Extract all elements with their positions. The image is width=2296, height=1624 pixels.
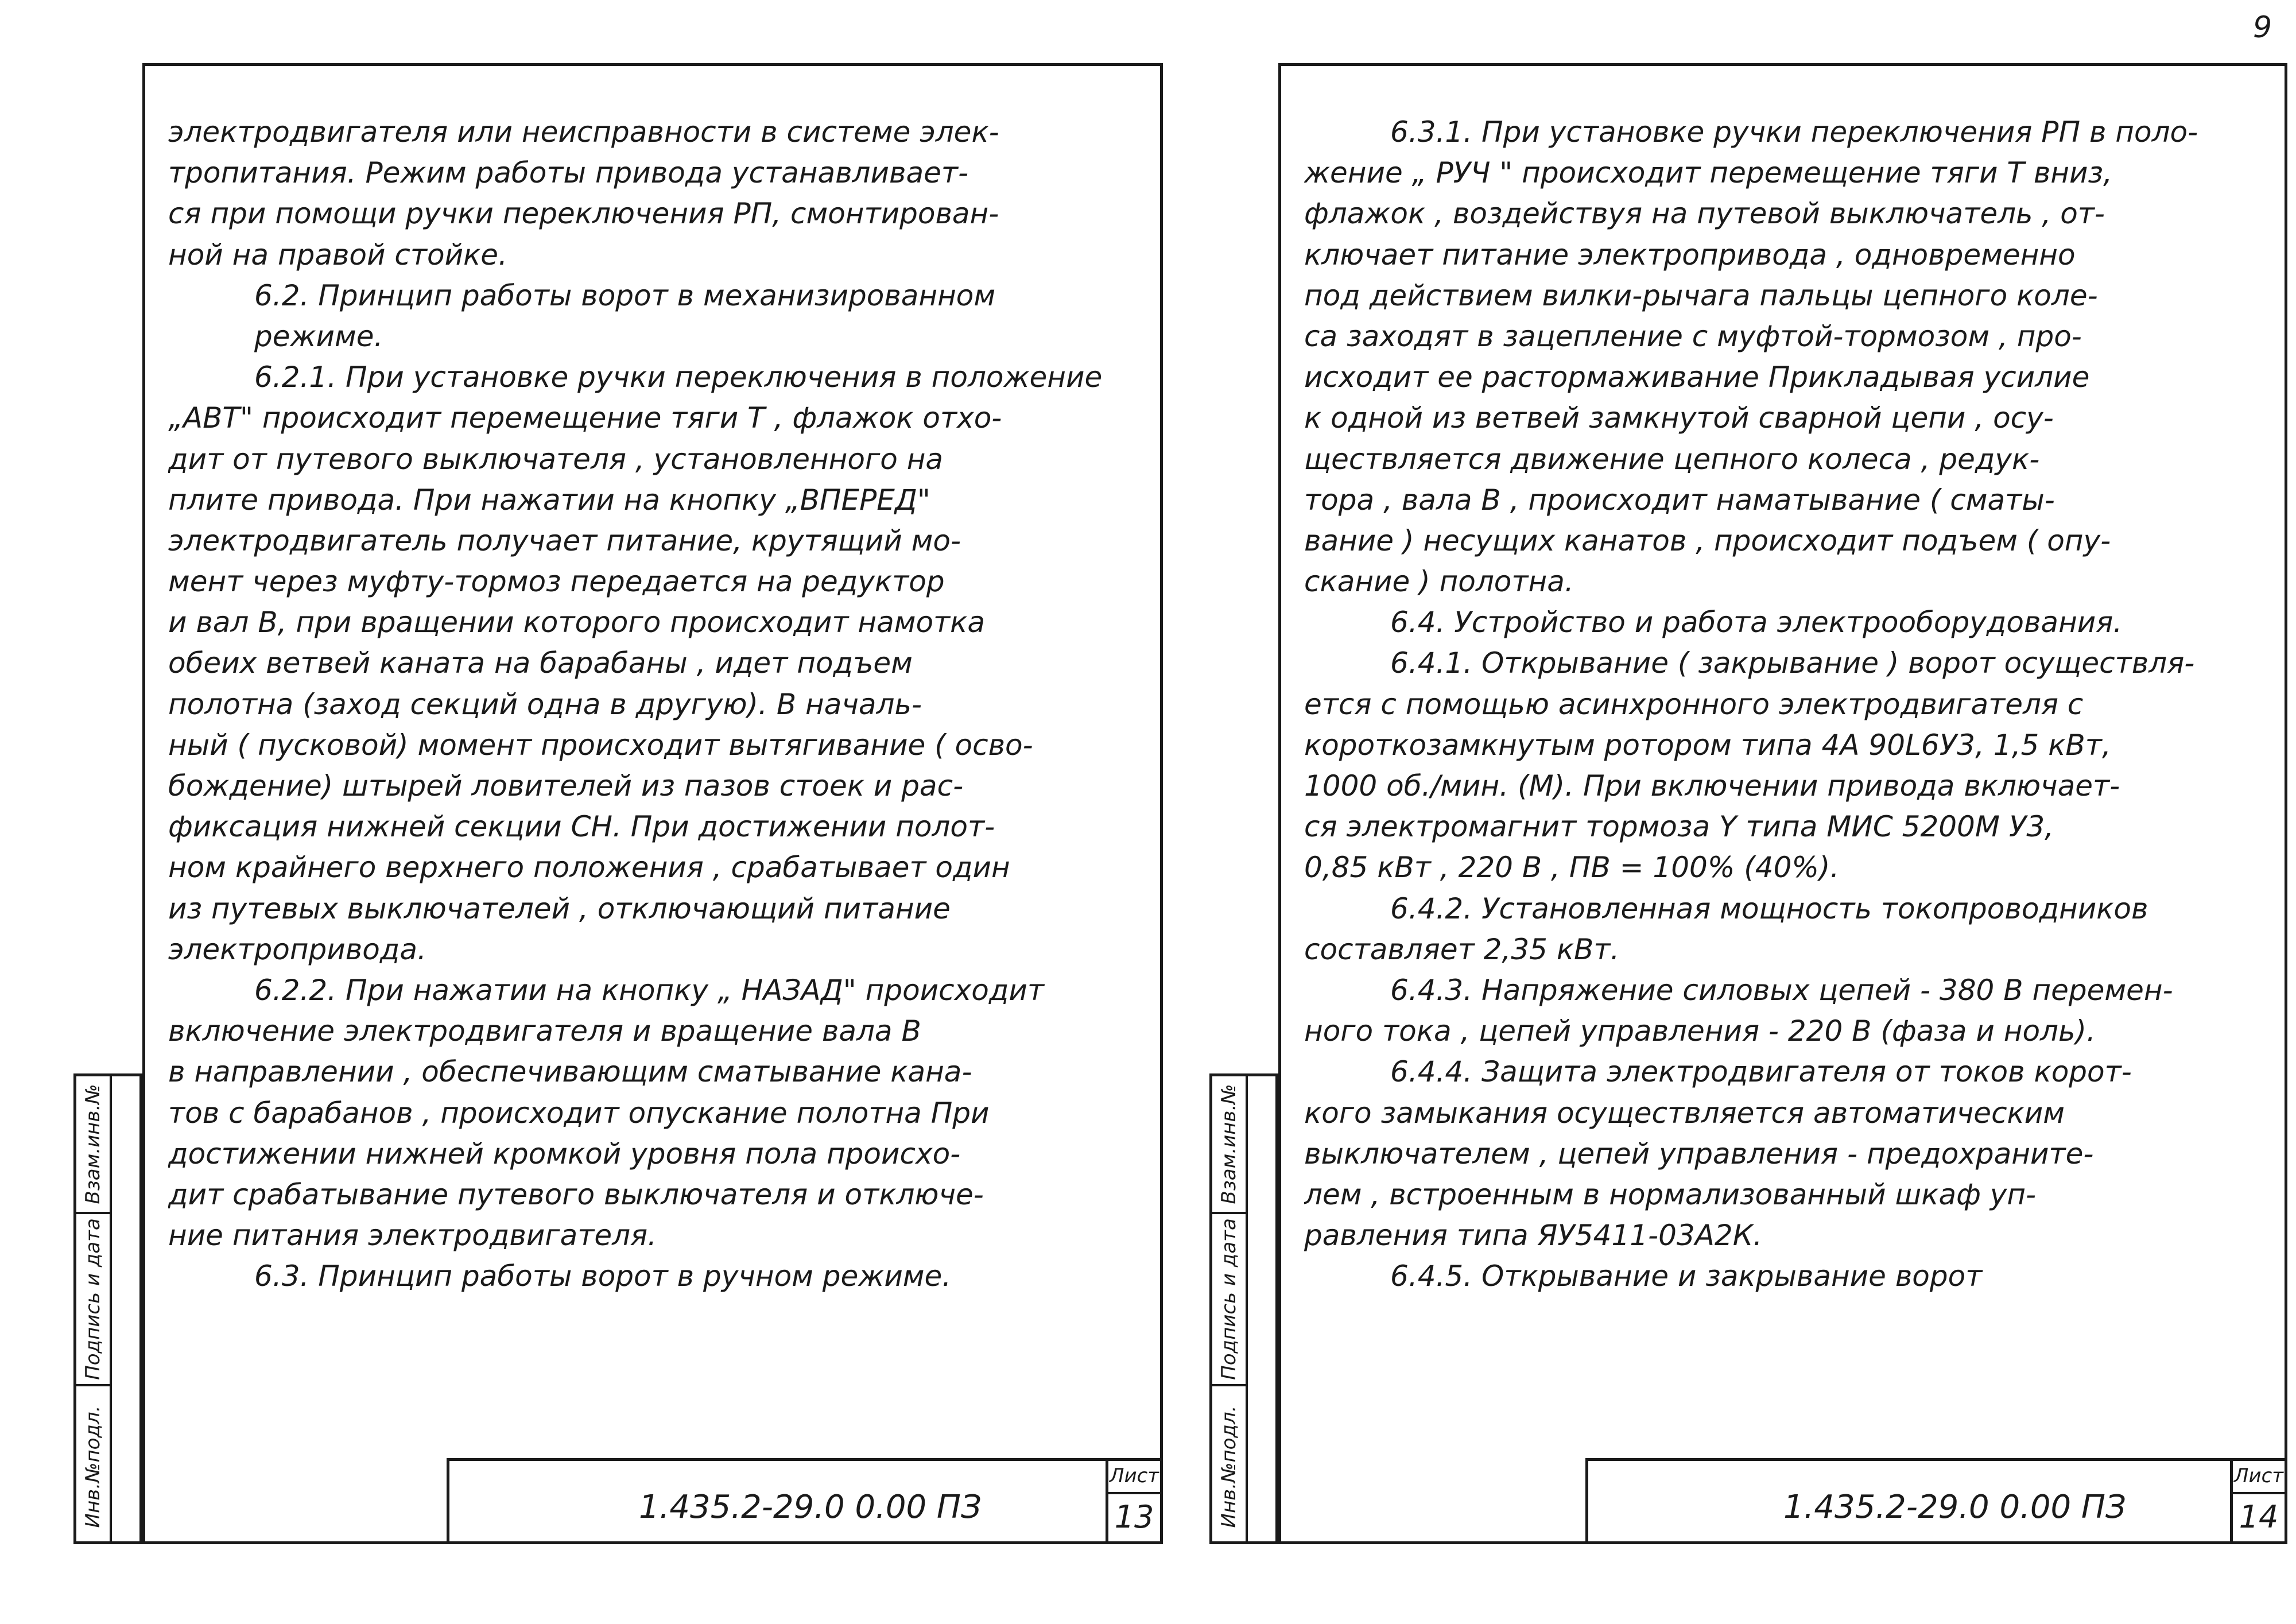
page-number: 9 [2253,10,2272,45]
text-line: 6.4.1. Открывание ( закрывание ) ворот осуществля- [1390,646,2195,680]
text-line: мент через муфту-тормоз передается на редуктор [168,565,945,599]
text-line: 6.3. Принцип работы ворот в ручном режиме. [254,1259,952,1293]
text-line: жение „ РУЧ " происходит перемещение тяги Т вниз, [1304,156,2112,190]
sheet-number: 14 [2239,1499,2279,1535]
text-line: исходит ее растормаживание Прикладывая усилие [1304,361,2090,394]
text-line: выключателем , цепей управления - предохраните- [1304,1137,2094,1170]
text-line: ется с помощью асинхронного электродвигателя с [1304,687,2084,721]
text-line: и вал В, при вращении которого происходит намотка [168,606,985,639]
text-line: из путевых выключателей , отключающий питание [168,892,951,925]
text-line: вание ) несущих канатов , происходит подъем ( опу- [1304,524,2111,557]
text-line: электродвигатель получает питание, крутящий мо- [168,524,961,557]
document-code: 1.435.2-29.0 0.00 ПЗ [639,1489,982,1526]
document-code: 1.435.2-29.0 0.00 ПЗ [1783,1489,2126,1526]
text-line: полотна (заход секций одна в другую). В началь- [168,687,922,721]
text-line: под действием вилки-рычага пальцы цепного коле- [1304,278,2098,312]
text-line: кого замыкания осуществляется автоматическим [1304,1096,2065,1130]
text-line: 6.4.4. Защита электродвигателя от токов корот- [1390,1055,2132,1089]
side-strip-left [73,1073,142,1544]
text-line: ный ( пусковой) момент происходит вытягивание ( освo- [168,728,1033,762]
text-line: в направлении , обеспечивающим сматывание кана- [168,1055,972,1089]
text-line: к одной из ветвей замкнутой сварной цепи , осу- [1304,401,2054,435]
text-line: ся при помощи ручки переключения РП, смонтирован- [168,197,999,231]
text-line: 6.4. Устройство и работа электрооборудования. [1390,606,2123,639]
sheet-number-cell [2230,1461,2285,1541]
text-line: 6.4.5. Открывание и закрывание ворот [1390,1259,1983,1293]
text-line: ном крайнего верхнего положения , срабатывает один [168,851,1010,885]
text-line: бождение) штырей ловителей из пазов стоек и рас- [168,769,964,803]
text-line: „АВТ" происходит перемещение тяги Т , флажок отхо- [168,401,1002,435]
text-line: составляет 2,35 кВт. [1304,932,1620,966]
text-line: тропитания. Режим работы привода устанавливает- [168,156,969,190]
text-line: ся электромагнит тормоза Y типа МИС 5200М У3, [1304,810,2054,844]
sheet-number: 13 [1114,1499,1154,1535]
inv-orig-label: Инв.№подл. [1217,1405,1240,1528]
side-strip-right [1209,1073,1278,1544]
text-line: флажок , воздействуя на путевой выключатель , от- [1304,197,2105,231]
text-line: дит срабатывание путевого выключателя и отключе- [168,1177,984,1211]
text-line: дит от путевого выключателя , установленного на [168,442,944,476]
text-line: тов с барабанов , происходит опускание полотна При [168,1096,990,1130]
sign-date-label: Подпись и дата [1217,1218,1240,1380]
text-line: са заходят в зацепление с муфтой-тормозом , про- [1304,319,2082,353]
right-body-text [1304,112,2262,1297]
text-line: 6.3.1. При установке ручки переключения РП в поло- [1390,115,2198,149]
text-line: электродвигателя или неисправности в системе элек- [168,115,999,149]
text-line: ного тока , цепей управления - 220 В (фаза и ноль). [1304,1014,2096,1048]
text-line: режиме. [254,319,383,353]
text-line: 6.2. Принцип работы ворот в механизированном [254,278,996,312]
text-line: 6.2.2. При нажатии на кнопку „ НАЗАД" происходит [254,973,1045,1007]
text-line: обеих ветвей каната на барабаны , идет подъем [168,646,913,680]
text-line: 6.2.1. При установке ручки переключения в положение [254,361,1103,394]
title-block [1585,1458,2285,1541]
text-line: ние питания электродвигателя. [168,1219,657,1253]
sheet-number-cell [1106,1461,1160,1541]
sheet-right [1278,63,2287,1544]
inv-dubl-label: Взам.инв.№ [1217,1084,1240,1204]
text-line: лем , встроенным в нормализованный шкаф уп- [1304,1177,2037,1211]
text-line: электропривода. [168,932,426,966]
text-line: плите привода. При нажатии на кнопку „ВПЕРЕД" [168,483,930,517]
sheet-left [142,63,1163,1544]
text-line: ной на правой стойке. [168,238,507,272]
text-line: 6.4.2. Установленная мощность токопроводников [1390,892,2148,925]
inv-orig-label: Инв.№подл. [82,1405,104,1528]
sign-date-label: Подпись и дата [82,1218,104,1380]
text-line: достижении нижней кромкой уровня пола происхо- [168,1137,961,1170]
inv-dubl-label: Взам.инв.№ [82,1084,104,1204]
text-line: короткозамкнутым ротором типа 4А 90L6У3, 1,5 кВт, [1304,728,2111,762]
text-line: ществляется движение цепного колеса , редук- [1304,442,2040,476]
sheet-label: Лист [2233,1464,2285,1494]
text-line: равления типа ЯУ5411-03А2К. [1304,1219,1763,1253]
text-line: скание ) полотна. [1304,565,1574,599]
sheet-label: Лист [1108,1464,1160,1494]
text-line: ключает питание электропривода , одновременно [1304,238,2076,272]
text-line: тора , вала В , происходит наматывание ( смaты- [1304,483,2055,517]
left-body-text [168,112,1137,1297]
title-block [447,1458,1160,1541]
text-line: включение электродвигателя и вращение вала В [168,1014,921,1048]
text-line: фиксация нижней секции СН. При достижении полот- [168,810,995,844]
text-line: 0,85 кВт , 220 В , ПВ = 100% (40%). [1304,851,1840,885]
text-line: 1000 об./мин. (М). При включении привода включает- [1304,769,2120,803]
text-line: 6.4.3. Напряжение силовых цепей - 380 В перемен- [1390,973,2173,1007]
